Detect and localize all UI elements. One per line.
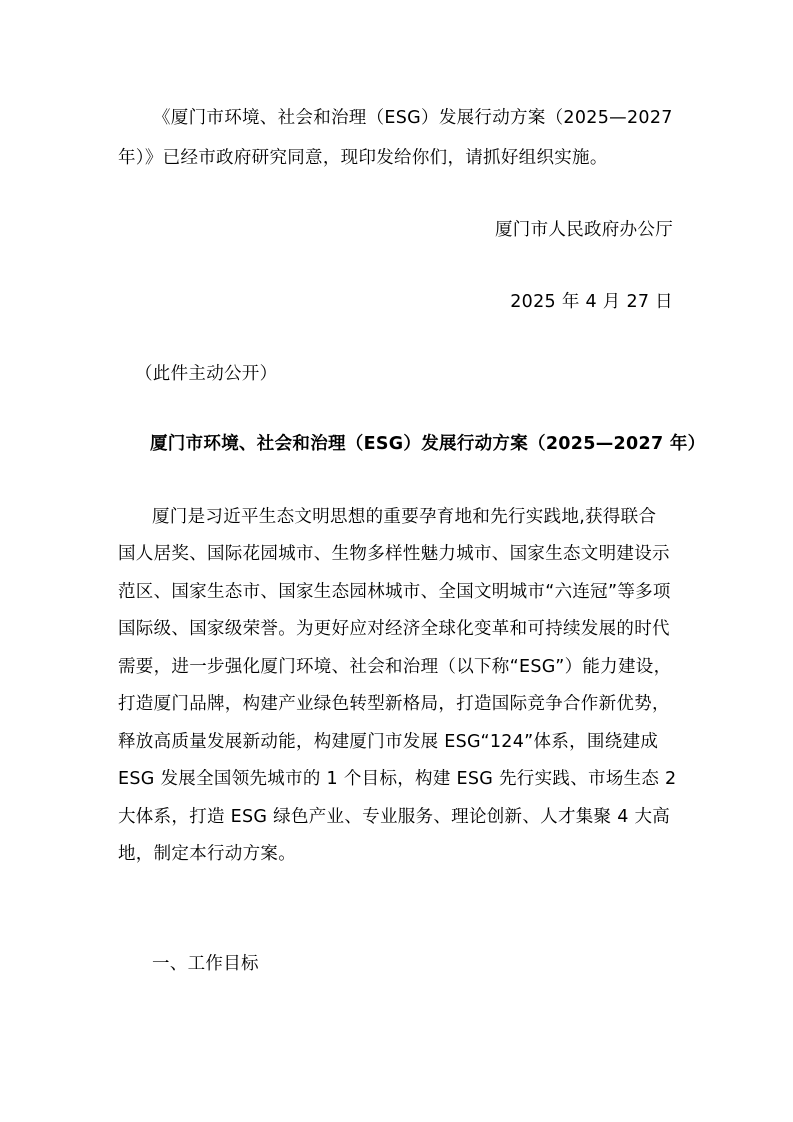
disclosure-note: （此件主动公开） [135, 364, 278, 384]
intro-line: 需要，进一步强化厦门环境、社会和治理（以下称“ESG”）能力建设， [118, 657, 672, 677]
intro-line: 国人居奖、国际花园城市、生物多样性魅力城市、国家生态文明建设示 [118, 544, 670, 564]
document-title: 厦门市环境、社会和治理（ESG）发展行动方案（2025—2027 年） [150, 434, 706, 454]
intro-line: 范区、国家生态市、国家生态园林城市、全国文明城市“六连冠”等多项 [118, 582, 671, 602]
issuer-name: 厦门市人民政府办公厅 [495, 220, 673, 240]
intro-line: 厦门是习近平生态文明思想的重要孕育地和先行实践地,获得联合 [152, 507, 657, 527]
issue-date: 2025 年 4 月 27 日 [510, 292, 673, 312]
intro-line: 打造厦门品牌，构建产业绿色转型新格局，打造国际竞争合作新优势， [118, 694, 670, 714]
intro-line: 地，制定本行动方案。 [118, 844, 296, 864]
notice-line-1: 《厦门市环境、社会和治理（ESG）发展行动方案（2025—2027 [153, 108, 673, 128]
intro-line: ESG 发展全国领先城市的 1 个目标，构建 ESG 先行实践、市场生态 2 [118, 769, 677, 789]
intro-line: 释放高质量发展新动能，构建厦门市发展 ESG“124”体系，围绕建成 [118, 732, 659, 752]
notice-line-2: 年）》已经市政府研究同意，现印发给你们，请抓好组织实施。 [118, 148, 608, 168]
intro-line: 大体系，打造 ESG 绿色产业、专业服务、理论创新、人才集聚 4 大高 [118, 807, 671, 827]
intro-line: 国际级、国家级荣誉。为更好应对经济全球化变革和可持续发展的时代 [118, 619, 670, 639]
section-heading: 一、工作目标 [152, 954, 259, 974]
